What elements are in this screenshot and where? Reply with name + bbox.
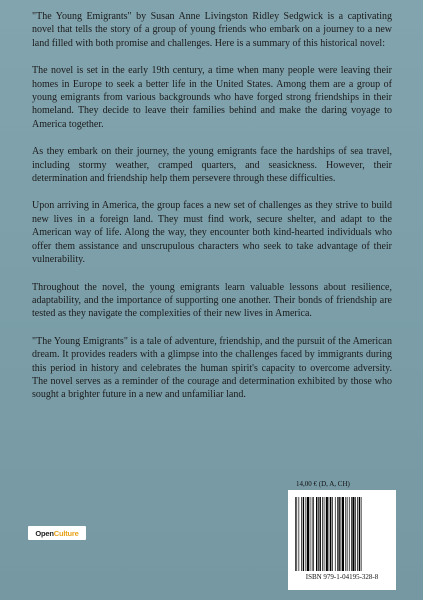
price-label: 14,00 € (D, A, CH): [296, 480, 350, 488]
barcode-bar: [296, 497, 297, 571]
barcode-bar: [341, 497, 342, 571]
barcode-bar: [330, 497, 331, 571]
barcode-bar: [342, 497, 344, 571]
barcode-bar: [338, 497, 339, 571]
barcode-bar: [299, 497, 300, 571]
barcode-bar: [329, 497, 330, 571]
publisher-logo: [28, 526, 86, 540]
barcode-bar: [306, 497, 307, 571]
barcode-image: [295, 497, 389, 571]
barcode-bar: [322, 497, 323, 571]
barcode-bar: [303, 497, 304, 571]
isbn-label: ISBN 979-1-04195-328-8: [305, 573, 379, 581]
barcode-panel: [288, 490, 396, 590]
barcode-bar: [357, 497, 358, 571]
barcode-bar: [313, 497, 314, 571]
description-paragraph-2: The novel is set in the early 19th century, a time when many people were leaving their homes in Europe to seek a better life in the United States. Among them are a group of young emigrants from various backgrounds who have forged strong friendships in their homeland. They decide to leave their families behind and make the daring voyage to America together.: [32, 65, 392, 130]
barcode-bar: [312, 497, 313, 571]
barcode-bar: [310, 497, 311, 571]
barcode-bar: [359, 497, 360, 571]
publisher-name-culture: Culture: [53, 528, 79, 538]
description-paragraph-3: As they embark on their journey, the young emigrants face the hardships of sea travel, including stormy weather, cramped quarters, and seasickness. However, their determination and friendship help them persevere through these difficulties.: [32, 146, 392, 185]
barcode-bar: [320, 497, 321, 571]
barcode-bar: [301, 497, 302, 571]
barcode-bar: [349, 497, 350, 571]
book-description: [32, 10, 392, 416]
barcode-bar: [324, 497, 325, 571]
barcode-bar: [337, 497, 338, 571]
barcode-bar: [351, 497, 352, 571]
description-paragraph-1: "The Young Emigrants" by Susan Anne Livingston Ridley Sedgwick is a captivating novel that tells the story of a group of young friends who embark on a journey to a new land filled with both promise and challenges. Here is a summary of this historical novel:: [32, 11, 392, 49]
description-paragraph-5: Throughout the novel, the young emigrants learn valuable lessons about resilience, adaptability, and the importance of supporting one another. Their bonds of friendship are tested as they navigate the complexities of their new lives in America.: [32, 281, 392, 320]
barcode-bar: [335, 497, 336, 571]
barcode-bar: [307, 497, 309, 571]
barcode-bar: [352, 497, 354, 571]
description-paragraph-6: "The Young Emigrants" is a tale of adventure, friendship, and the pursuit of the American dream. It provides readers with a glimpse into the challenges faced by immigrants during this period in history and celebrates the human spirit's capacity to overcome adversity. The novel serves as a reminder of the courage and determination exhibited by those who sought a brighter future in a new and unfamiliar land.: [32, 335, 392, 401]
barcode-bar: [347, 497, 348, 571]
barcode-bar: [295, 497, 296, 571]
description-paragraph-4: Upon arriving in America, the group faces a new set of challenges as they strive to build new lives in a foreign land. They must find work, secure shelter, and adapt to the American way of life. Along the way, they encounter both kind-hearted individuals who offer them assistance and unscrupulous characters who seek to take advantage of their vulnerability.: [32, 200, 392, 266]
barcode-bar: [318, 497, 319, 571]
barcode-bar: [345, 497, 346, 571]
barcode-bar: [326, 497, 328, 571]
barcode-bar: [355, 497, 356, 571]
barcode-bar: [361, 497, 362, 571]
barcode-bar: [332, 497, 333, 571]
publisher-name-open: Open: [35, 528, 54, 538]
barcode-bar: [316, 497, 317, 571]
